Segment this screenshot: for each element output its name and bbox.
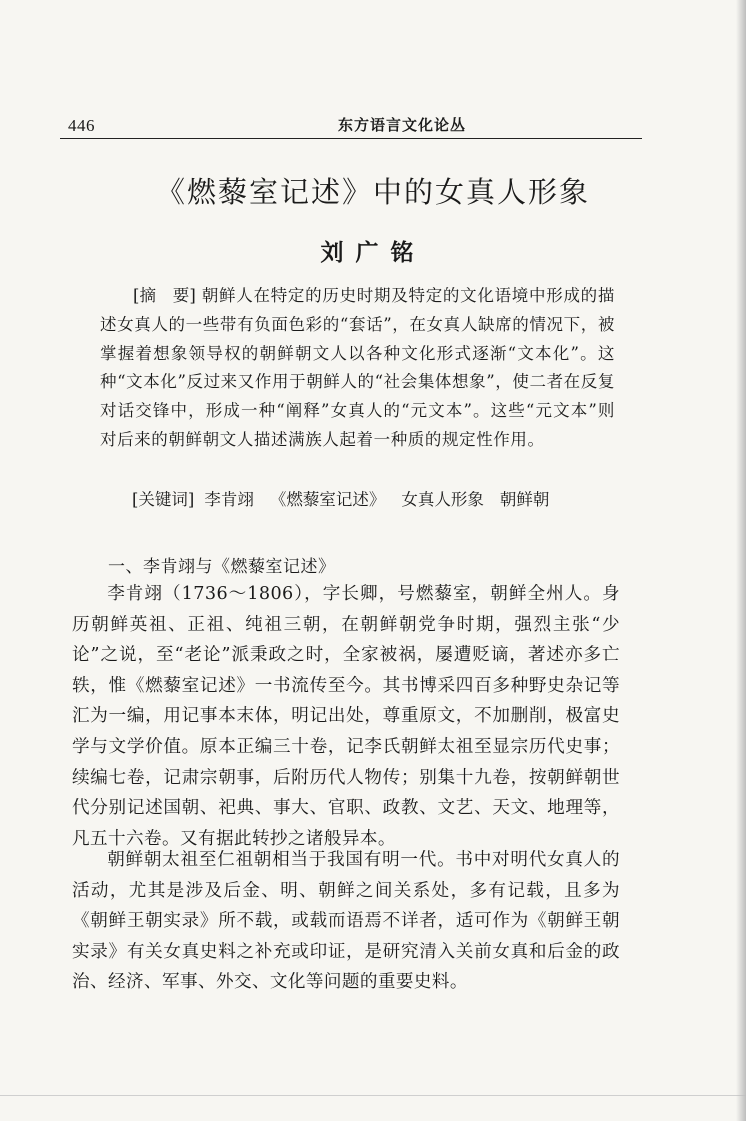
keyword-item: 《燃藜室记述》 [269,490,386,509]
keyword-item: 女真人形象 [401,490,484,509]
keyword-item: 李肯翊 [204,490,254,509]
body-paragraph-2: 朝鲜朝太祖至仁祖朝相当于我国有明一代。书中对明代女真人的活动，尤其是涉及后金、明、朝鲜之间关系处，多有记载，且多为《朝鲜王朝实录》所不载，或载而语焉不详者，适可作为《朝鲜王朝实录》有关女真史料之补充或印证，是研究清入关前女真和后金的政治、经济、军事、外交、文化等问题的重要史料。 [72,850,620,993]
running-header [60,112,642,139]
abstract-text: 朝鲜人在特定的历史时期及特定的文化语境中形成的描述女真人的一些带有负面色彩的“套话”，在女真人缺席的情况下，被掌握着想象领导权的朝鲜朝文人以各种文化形式逐渐“文本化”。这种“文本化”反过来又作用于朝鲜人的“社会集体想象”，使二者在反复对话交锋中，形成一种“阐释”女真人的“元文本”。这些“元文本”则对后来的朝鲜朝文人描述满族人起着一种质的规定性作用。 [100,286,615,449]
binding-shadow [736,0,746,1121]
keywords [132,486,622,514]
section-heading: 一、李肯翊与《燃藜室记述》 [108,557,336,577]
body-paragraph-1: 李肯翊（1736～1806），字长卿，号燃藜室，朝鲜全州人。身历朝鲜英祖、正祖、纯祖三朝，在朝鲜朝党争时期，强烈主张“少论”之说，至“老论”派秉政之时，全家被祸，屡遭贬谪，著述亦多亡轶，惟《燃藜室记述》一书流传至今。其书博采四百多种野史杂记等汇为一编，用记事本末体，明记出处，尊重原文，不加删削，极富史学与文学价值。原本正编三十卷，记李氏朝鲜太祖至显宗历代史事；续编七卷，记肃宗朝事，后附历代人物传；别集十九卷，按朝鲜朝世代分别记述国朝、祀典、事大、官职、政教、文艺、天文、地理等，凡五十六卷。又有据此转抄之诸般异本。 [72,584,620,849]
article-author: 刘广铭 [320,239,426,266]
keyword-item: 朝鲜朝 [499,490,550,509]
page-number: 446 [68,116,95,135]
keywords-label: [关键词] [132,490,195,509]
article-title: 《燃藜室记述》中的女真人形象 [155,175,590,209]
page-bottom-rule [0,1095,746,1096]
abstract [100,282,615,455]
abstract-label: [摘 要] [133,286,196,305]
journal-name: 东方语言文化论丛 [338,116,467,134]
